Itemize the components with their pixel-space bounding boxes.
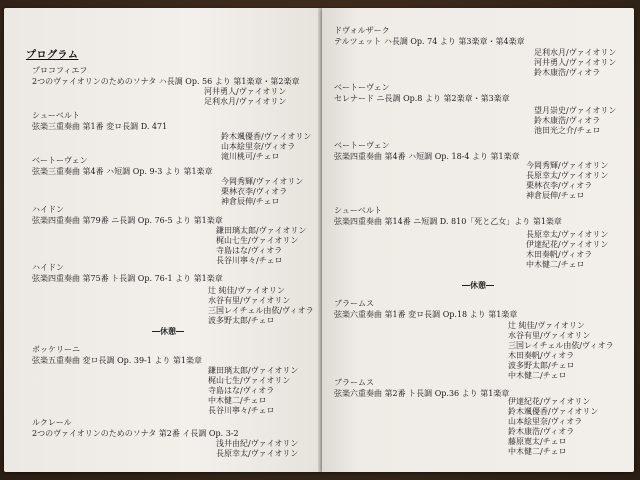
performer: 長谷川寧々/チェロ [216, 256, 283, 265]
composer-name: ボッケリーニ [32, 345, 80, 354]
performer: 浅井由紀/ヴァイオリン [216, 439, 299, 448]
performer: 今岡秀輝/ヴァイオリン [221, 177, 304, 186]
performer: 波多野太郎/チェロ [208, 316, 275, 325]
composer-name: ルクレール [32, 418, 72, 427]
composer-name: ブラームス [334, 299, 374, 308]
performer: 今岡秀輝/ヴァイオリン [526, 161, 609, 170]
performer: 池田光之介/チェロ [534, 126, 601, 135]
composer-name: ベートーヴェン [334, 83, 390, 92]
right-page [322, 8, 634, 472]
performer: 鈴木康浩/ヴィオラ [508, 427, 575, 436]
work-title: 弦楽六重奏曲 第1番 変ロ長調 Op.18 より 第1楽章 [334, 310, 518, 319]
work-title: 2つのヴァイオリンのためのソナタ ハ長調 Op. 56 より 第1楽章・第2楽章 [32, 77, 300, 86]
performer: 水谷有里/ヴァイオリン [508, 331, 591, 340]
work-title: 弦楽三重奏曲 第4番 ハ短調 Op. 9-3 より 第1楽章 [32, 167, 213, 176]
work-title: 弦楽四重奏曲 第14番 ニ短調 D. 810「死と乙女」より 第1楽章 [334, 217, 562, 226]
composer-name: ベートーヴェン [334, 141, 390, 150]
composer-name: ベートーヴェン [32, 156, 88, 165]
performer-list [221, 177, 303, 207]
performer: 鎌田璃太郎/ヴァイオリン [208, 366, 299, 375]
performer: 辻 純佳/ヴァイオリン [508, 321, 585, 330]
performer: 栗林衣李/ヴィオラ [221, 187, 288, 196]
work-title: 弦楽六重奏曲 第2番 ト長調 Op.36 より 第1楽章 [334, 389, 510, 398]
performer: 足利水月/ヴァイオリン [204, 97, 287, 106]
performer: 梶山七生/ヴァイオリン [216, 236, 299, 245]
work-title: 弦楽三重奏曲 第1番 変ロ長調 D. 471 [32, 122, 168, 131]
performer-list [208, 366, 298, 416]
performer-list [526, 161, 608, 201]
composer-name: シューベルト [32, 111, 80, 120]
performer: 梶山七生/ヴァイオリン [208, 376, 291, 385]
performer: 神倉辰伸/チェロ [221, 197, 280, 206]
performer: 長谷川寧々/チェロ [208, 406, 275, 415]
performer: 鈴木康浩/ヴィオラ [534, 68, 601, 77]
performer: 鎌田璃太郎/ヴァイオリン [216, 226, 307, 235]
performer: 長原幸太/ヴァイオリン [526, 230, 609, 239]
composer-name: ハイドン [32, 205, 64, 214]
performer: 神倉辰伸/チェロ [526, 191, 585, 200]
intermission-label: ―休憩― [462, 280, 494, 290]
performer-list [208, 286, 314, 326]
performer: 木田奏帆/ヴィオラ [526, 250, 593, 259]
performer: 長原幸太/ヴァイオリン [526, 171, 609, 180]
performer-list [534, 48, 616, 78]
performer-list [216, 439, 298, 459]
performer: 中木健二/チェロ [508, 371, 567, 380]
performer: 滝川桃可/チェロ [221, 152, 280, 161]
performer: 鈴木颯優香/ヴァイオリン [508, 407, 599, 416]
performer: 辻 純佳/ヴァイオリン [208, 286, 285, 295]
performer: 波多野太郎/チェロ [508, 361, 575, 370]
performer: 栗林衣李/ヴィオラ [526, 181, 593, 190]
performer-list [534, 106, 616, 136]
performer: 足利水月/ヴァイオリン [534, 48, 617, 57]
performer: 鈴木颯優香/ヴァイオリン [221, 132, 312, 141]
performer: 三国レイチェル由依/ヴィオラ [508, 341, 614, 350]
performer: 鈴木康浩/ヴィオラ [534, 116, 601, 125]
performer: 中木健二/チェロ [508, 447, 567, 456]
performer: 河井勇人/ヴァイオリン [204, 87, 287, 96]
performer: 寺島はな/ヴィオラ [208, 386, 275, 395]
composer-name: プロコフィエフ [32, 66, 88, 75]
performer: 中木健二/チェロ [526, 260, 585, 269]
performer: 三国レイチェル由依/ヴィオラ [208, 306, 314, 315]
performer-list [508, 397, 598, 457]
performer: 寺島はな/ヴィオラ [216, 246, 283, 255]
performer: 木田奏帆/ヴィオラ [508, 351, 575, 360]
performer-list [221, 132, 311, 162]
left-page [4, 8, 322, 472]
program-heading: プログラム [26, 50, 79, 61]
performer: 河井勇人/ヴァイオリン [534, 58, 617, 67]
work-title: 弦楽五重奏曲 変ロ長調 Op. 39-1 より 第1楽章 [32, 356, 202, 365]
performer: 伊達紀花/ヴァイオリン [526, 240, 609, 249]
performer: 長原幸太/ヴァイオリン [216, 449, 299, 458]
performer: 藤原寛太/チェロ [508, 437, 567, 446]
performer: 中木健二/チェロ [208, 396, 267, 405]
composer-name: ドヴォルザーク [334, 26, 390, 35]
performer: 伊達紀花/ヴァイオリン [508, 397, 591, 406]
performer-list [204, 87, 286, 107]
performer-list [216, 226, 306, 266]
work-title: セレナード ニ長調 Op.8 より 第2楽章・第3楽章 [334, 94, 510, 103]
performer: 山本絵里奈/ヴィオラ [508, 417, 583, 426]
composer-name: ハイドン [32, 263, 64, 272]
work-title: 2つのヴァイオリンのためのソナタ 第2番 イ長調 Op. 3-2 [32, 429, 239, 438]
work-title: 弦楽四重奏曲 第79番 ニ長調 Op. 76-5 より 第1楽章 [32, 216, 223, 225]
intermission-label: ―休憩― [152, 326, 184, 336]
performer-list [526, 230, 608, 270]
performer: 山本絵里奈/ヴィオラ [221, 142, 296, 151]
composer-name: ブラームス [334, 378, 374, 387]
performer: 望月崇史/ヴァイオリン [534, 106, 617, 115]
composer-name: シューベルト [334, 206, 382, 215]
performer-list [508, 321, 614, 381]
work-title: テルツェット ハ長調 Op. 74 より 第3楽章・第4楽章 [334, 37, 525, 46]
performer: 水谷有里/ヴァイオリン [208, 296, 291, 305]
work-title: 弦楽四重奏曲 第4番 ハ短調 Op. 18-4 より 第1楽章 [334, 152, 520, 161]
work-title: 弦楽四重奏曲 第75番 ト長調 Op. 76-1 より 第1楽章 [32, 274, 223, 283]
